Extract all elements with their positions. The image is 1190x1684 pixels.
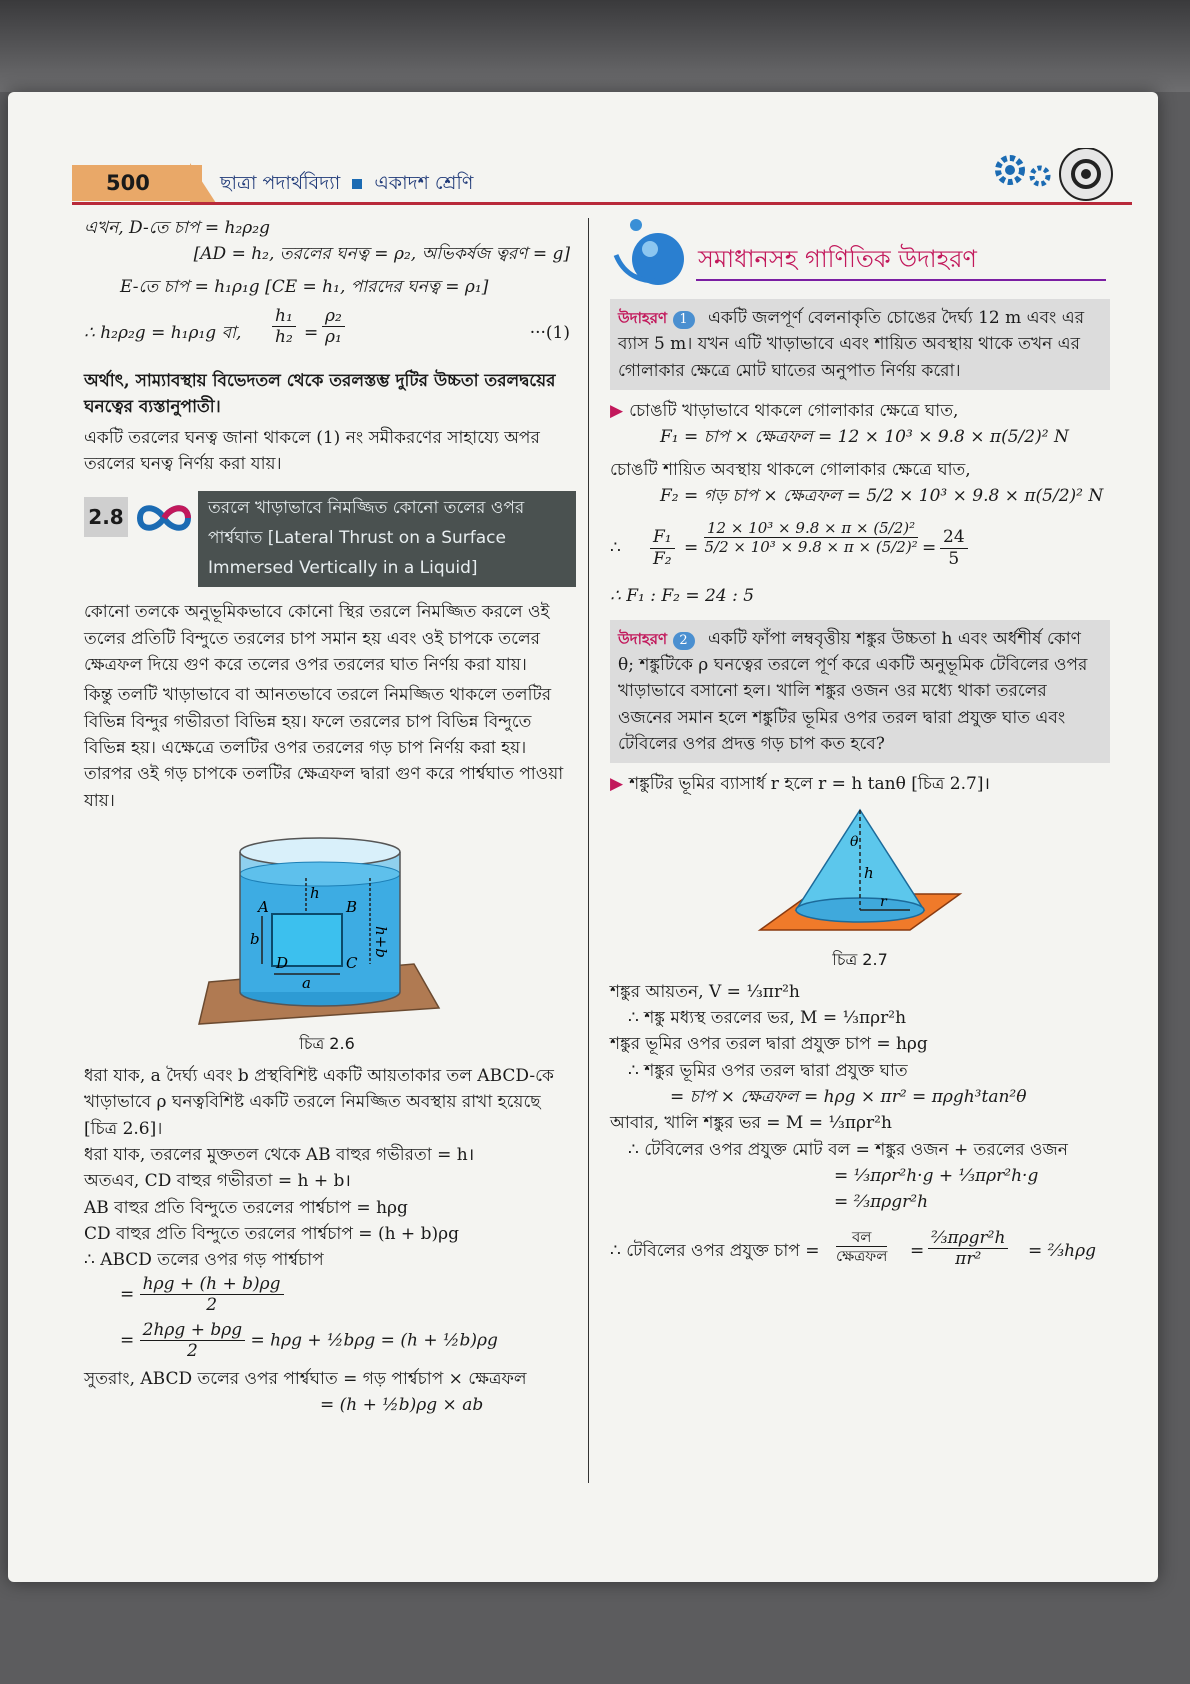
final-thrust: = (h + ½b)ρg × ab: [320, 1395, 484, 1416]
paragraph: অতএব, CD বাহুর গভীরতা = h + b।: [84, 1171, 351, 1192]
label-h: h: [864, 863, 874, 882]
example-label: উদাহরণ: [618, 309, 668, 327]
label-B: B: [346, 898, 358, 917]
fraction-numerator: 12 × 10³ × 9.8 × π × (5/2)²: [704, 519, 918, 538]
page-header: [72, 155, 1132, 205]
fraction-numerator: hρg + (h + b)ρg: [140, 1274, 284, 1295]
example-1-box: [610, 299, 1110, 390]
label-D: D: [276, 954, 289, 973]
section-heading: [84, 491, 570, 587]
average-pressure-step2: = $\frac{\text{2hρg + bρg}}{2}$ = hρg + ½bρg = (h + ½b)ρg: [120, 1319, 498, 1362]
fraction-denominator: ক্ষেত্রফল: [836, 1246, 888, 1265]
solution-text: ∴ শঙ্কু মধ্যস্থ তরলের ভর, M = ⅓πρr²h: [628, 1007, 907, 1028]
paragraph: একটি তরলের ঘনত্ব জানা থাকলে (1) নং সমীকরণের সাহায্যে অপর তরলের ঘনত্ব নির্ণয় করা যায়।: [84, 427, 540, 475]
example-number: 2: [673, 632, 695, 650]
top-shadow: [0, 0, 1190, 92]
equation-note: [AD = h₂, তরলের ঘনত্ব = ρ₂, অভিকর্ষজ ত্বরণ = g]: [193, 244, 570, 265]
examples-title: সমাধানসহ গাণিতিক উদাহরণ: [698, 245, 977, 273]
example-2-box: [610, 620, 1110, 764]
fraction-denominator: 2: [206, 1295, 218, 1316]
column-divider: [588, 218, 589, 1483]
paragraph: ∴ ABCD তলের ওপর গড় পার্শ্বচাপ: [84, 1250, 324, 1271]
solution-text: চোঙটি খাড়াভাবে থাকলে গোলাকার ক্ষেত্রে ঘাত,: [629, 401, 959, 422]
label-a: a: [302, 974, 311, 993]
label-b: b: [250, 930, 260, 949]
book-title: ছাত্রা পদার্থবিদ্যা: [220, 172, 341, 194]
paragraph: কোনো তলকে অনুভূমিকভাবে কোনো স্থির তরলে নিমজ্জিত করলে ওই তলের প্রতিটি বিন্দুতে তরলের চাপ সমান হয় এবং ওই চাপকে তলের ক্ষেত্রফল দিয়ে গুণ করে তলের ওপর তরলের ঘাত নির্ণয় করা যায়।: [84, 602, 550, 676]
section-number: 2.8: [84, 497, 128, 537]
bullet-square-icon: [352, 179, 362, 189]
solution-text: চোঙটি শায়িত অবস্থায় থাকলে গোলাকার ক্ষেত্রে ঘাত,: [610, 459, 971, 480]
label-theta: θ: [850, 833, 859, 850]
paragraph: সুতরাং, ABCD তলের ওপর পার্শ্বঘাত = গড় পার্শ্বচাপ × ক্ষেত্রফল: [84, 1368, 527, 1389]
example-2-question: একটি ফাঁপা লম্ববৃত্তীয় শঙ্কুর উচ্চতা h এবং অর্ধশীর্ষ কোণ θ; শঙ্কুটিকে ρ ঘনত্বের তরলে পূর্ণ করে একটি অনুভূমিক টেবিলের ওপর খাড়াভাবে বসানো হল। খালি শঙ্কুর ওজন ওর মধ্যে থাকা তরলের ওজনের সমান হলে শঙ্কুটির ভূমির ওপর তরল দ্বারা প্রযুক্ত ঘাত এবং টেবিলের ওপর প্রদত্ত গড় চাপ কত হবে?: [618, 628, 1088, 755]
example-number: 1: [673, 311, 695, 329]
solution-text: ∴ টেবিলের ওপর প্রযুক্ত চাপ =: [610, 1240, 820, 1261]
final-result: = ⅔hρg: [1028, 1240, 1096, 1261]
equation-line: এখন, D-তে চাপ = h₂ρ₂g: [84, 218, 270, 238]
equation-number: ···(1): [529, 323, 570, 344]
paragraph: CD বাহুর প্রতি বিন্দুতে তরলের পার্শ্বচাপ = (h + b)ρg: [84, 1224, 459, 1245]
figure-2-7: [610, 798, 1110, 948]
running-head: [220, 169, 473, 201]
figure-2-6: [84, 822, 570, 1032]
ratio-equation: ∴ $\frac{\text{F₁}}{\text{F₂}}$ = $\frac{\text{12 × 10³ × 9.8 × π × (5/2)²}}{\text{5/2 × 10³ × 9.8 × π × (5/2)²}}$ = $\frac{24}{5}$: [610, 515, 1110, 583]
page-number-tab: [190, 163, 216, 203]
equation-text: = hρg + ½bρg = (h + ½b)ρg: [250, 1330, 498, 1351]
equation-f1: F₁ = চাপ × ক্ষেত্রফল = 12 × 10³ × 9.8 × π(5/2)² N: [660, 427, 1069, 448]
fraction-numerator: ⅔πρgr²h: [928, 1228, 1008, 1249]
paragraph: কিন্তু তলটি খাড়াভাবে বা আনতভাবে তরলে নিমজ্জিত থাকলে তলটির বিভিন্ন বিন্দুর গভীরতা বিভিন্ন হয়। ফলে তরলের চাপ বিভিন্ন বিন্দুতে বিভিন্ন হয়। এক্ষেত্রে তলটির ওপর তরলের গড় চাপ নির্ণয় করা হয়। তারপর ওই গড় চাপকে তলটির ক্ষেত্রফল দ্বারা গুণ করে পার্শ্বঘাত পাওয়া যায়।: [84, 685, 564, 811]
average-pressure-step1: = $\frac{\text{hρg + (h + b)ρg}}{2}$: [84, 1274, 570, 1320]
fraction-numerator: ρ₂: [322, 306, 345, 327]
equation-text: ∴ h₂ρ₂g = h₁ρ₁g বা,: [84, 323, 242, 344]
infinity-icon: [134, 501, 194, 535]
fraction-denominator: 5: [948, 548, 960, 569]
paragraph: ধরা যাক, তরলের মুক্ততল থেকে AB বাহুর গভীরতা = h।: [84, 1144, 475, 1165]
label-r: r: [880, 893, 887, 910]
triangle-bullet-icon: ▶: [610, 401, 624, 422]
solution-text: = ⅔πρgr²h: [834, 1192, 929, 1213]
label-h-plus-b: h+b: [372, 926, 390, 958]
paragraph: AB বাহুর প্রতি বিন্দুতে তরলের পার্শ্বচাপ = hρg: [84, 1197, 408, 1218]
equation-f2: F₂ = গড় চাপ × ক্ষেত্রফল = 5/2 × 10³ × 9.8 × π(5/2)² N: [660, 486, 1104, 507]
solution-text: = ⅓πρr²h·g + ⅓πρr²h·g: [834, 1166, 1039, 1187]
fraction-numerator: 2hρg + bρg: [140, 1320, 245, 1341]
fraction-numerator: F₁: [650, 527, 675, 548]
examples-heading: [610, 215, 1110, 289]
label-C: C: [346, 954, 358, 973]
heading-underline: [696, 279, 1106, 281]
fraction-denominator: h₂: [275, 327, 293, 348]
fraction-numerator: 24: [940, 527, 968, 548]
fraction-denominator: ρ₁: [325, 327, 342, 348]
equation-line: E-তে চাপ = h₁ρ₁g [CE = h₁, পারদের ঘনত্ব = ρ₁]: [120, 276, 489, 297]
label-A: A: [258, 898, 269, 917]
section-title: তরলে খাড়াভাবে নিমজ্জিত কোনো তলের ওপর পার্শ্বঘাত [Lateral Thrust on a Surface Immersed Vertically in a Liquid]: [198, 491, 576, 587]
page-number: 500: [72, 165, 202, 201]
solution-text: আবার, খালি শঙ্কুর ভর = M = ⅓πρr²h: [610, 1113, 892, 1134]
fraction-denominator: 2: [186, 1341, 198, 1362]
right-column: [610, 215, 1110, 1280]
example-1-question: একটি জলপূর্ণ বেলনাকৃতি চোঙের দৈর্ঘ্য 12 m এবং এর ব্যাস 5 m। যখন এটি খাড়াভাবে এবং শায়িত অবস্থায় থাকে তখন এর গোলাকার ক্ষেত্রে মোট ঘাতের অনুপাত নির্ণয় করো।: [618, 308, 1085, 381]
equals-sign: =: [304, 323, 319, 344]
example-label: উদাহরণ: [618, 629, 668, 648]
final-pressure: ∴ টেবিলের ওপর প্রযুক্ত চাপ = বল ক্ষেত্রফল = ⅔πρgr²h πr² = ⅔hρg: [610, 1227, 1096, 1270]
figure-caption: চিত্র 2.6: [299, 1034, 355, 1054]
solution-text: শঙ্কুর ভূমির ওপর তরল দ্বারা প্রযুক্ত চাপ = hρg: [610, 1034, 928, 1055]
fraction-denominator: πr²: [955, 1249, 982, 1270]
left-column: [84, 215, 570, 1418]
solution-text: শঙ্কুটির ভূমির ব্যাসার্ধ r হলে r = h tanθ [চিত্র 2.7]।: [629, 774, 990, 795]
solution-text: ∴ টেবিলের ওপর প্রযুক্ত মোট বল = শঙ্কুর ওজন + তরলের ওজন: [628, 1139, 1068, 1160]
triangle-bullet-icon: ▶: [610, 774, 624, 795]
class-label: একাদশ শ্রেণি: [374, 172, 474, 194]
paragraph: ধরা যাক, a দৈর্ঘ্য এবং b প্রস্থবিশিষ্ট একটি আয়তাকার তল ABCD-কে খাড়াভাবে ρ ঘনত্ববিশিষ্ট একটি তরলে নিমজ্জিত অবস্থায় রাখা হয়েছে [চিত্র 2.6]।: [84, 1065, 554, 1139]
solution-text: শঙ্কুর আয়তন, V = ⅓πr²h: [610, 981, 800, 1002]
key-statement: অর্থাৎ, সাম্যাবস্থায় বিভেদতল থেকে তরলস্তম্ভ দুটির উচ্চতা তরলদ্বয়ের ঘনত্বের ব্যস্তানুপাতী।: [84, 371, 556, 418]
fraction-numerator: h₁: [272, 306, 296, 327]
fraction-numerator: বল: [836, 1228, 887, 1247]
figure-caption: চিত্র 2.7: [832, 949, 888, 969]
equation-1: [84, 306, 570, 360]
liquid-surface: [240, 862, 400, 886]
bubbles-icon: [610, 215, 690, 289]
solution-text: = চাপ × ক্ষেত্রফল = hρg × πr² = πρgh³tan²θ: [670, 1086, 1027, 1107]
ratio-result: ∴ F₁ : F₂ = 24 : 5: [610, 586, 755, 607]
label-h: h: [310, 884, 320, 903]
fraction-denominator: 5/2 × 10³ × 9.8 × π × (5/2)²: [704, 538, 918, 557]
solution-text: ∴ শঙ্কুর ভূমির ওপর তরল দ্বারা প্রযুক্ত ঘাত: [628, 1060, 908, 1081]
gears-head-icon: [988, 148, 1118, 208]
fraction-denominator: F₂: [653, 548, 672, 569]
header-rule: [72, 202, 1132, 205]
